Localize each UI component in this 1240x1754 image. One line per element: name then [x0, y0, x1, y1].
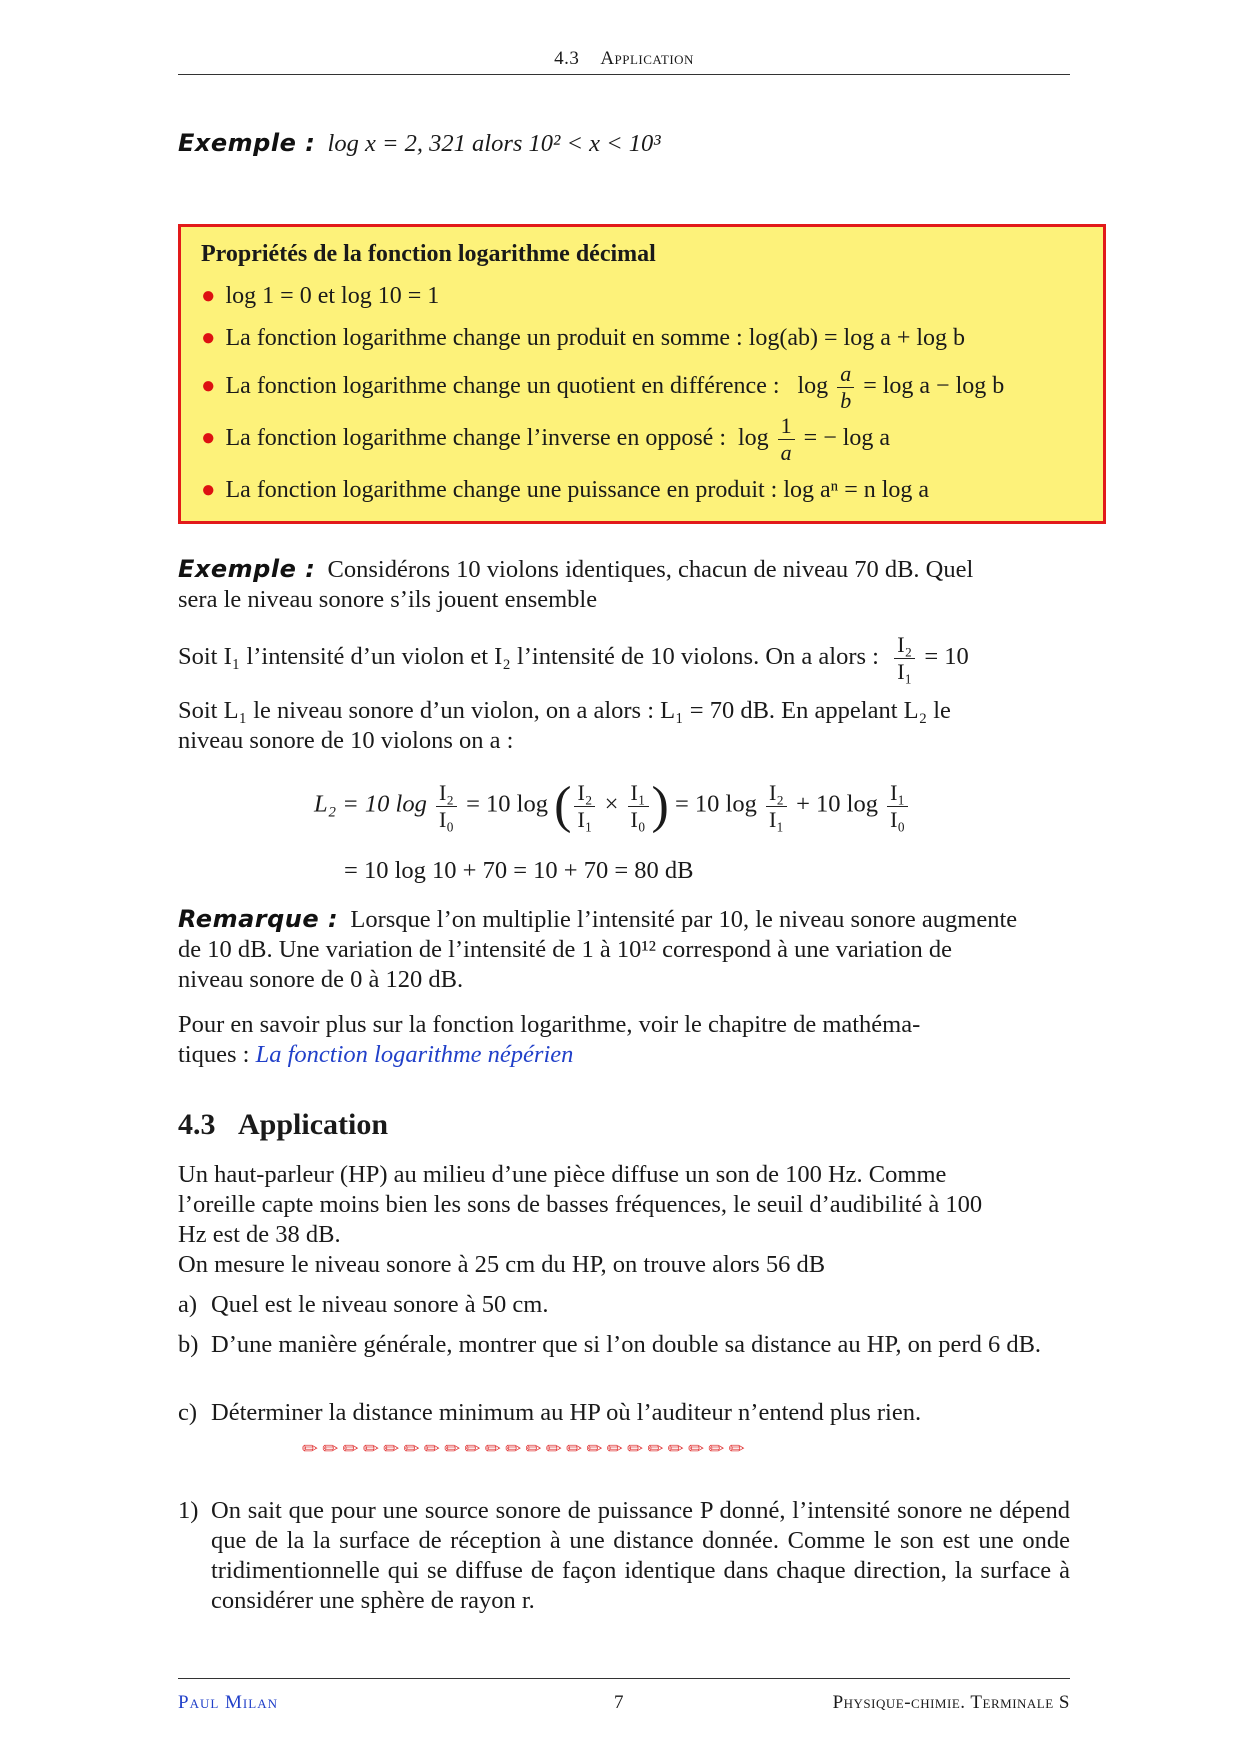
- bullet-icon: ●: [201, 325, 216, 351]
- section-heading: 4.3 Application: [178, 1108, 389, 1141]
- bullet-icon: ●: [201, 373, 216, 400]
- inverse-fraction: $\frac{1}{a}$: [778, 415, 795, 464]
- bullet-icon: ●: [201, 425, 216, 452]
- footer-page-number: 7: [614, 1692, 624, 1713]
- property-item-1: ● log 1 = 0 et log 10 = 1: [201, 283, 440, 309]
- example-1: [178, 128, 661, 159]
- remark-label: Remarque :: [178, 905, 339, 933]
- property-item-3: ● La fonction logarithme change un quotient en différence : log $\frac{a}{b}$ = log a − log b: [201, 361, 1005, 413]
- running-header: [178, 48, 1070, 70]
- example-1-text: log x = 2, 321 alors 10² < x < 10³: [327, 130, 661, 157]
- example-1-label: Exemple :: [178, 129, 316, 157]
- chapter-link[interactable]: La fonction logarithme népérien: [255, 1041, 574, 1068]
- intensity-line: Soit I₁ l’intensité d’un violon et I₂ l’intensité de 10 violons. On a alors : $\frac{\text{I₂}}{\text{I₁}}$ = 10: [178, 632, 969, 684]
- pencil-separator: ✏✏✏✏✏✏✏✏✏✏✏✏✏✏✏✏✏✏✏✏✏✏: [302, 1439, 750, 1460]
- property-item-5: ● La fonction logarithme change une puissance en produit : log aⁿ = n log a: [201, 477, 930, 503]
- properties-box: [178, 224, 1106, 524]
- bullet-icon: ●: [201, 477, 216, 503]
- footer-rule: [178, 1678, 1070, 1679]
- footer-author: Paul Milan: [178, 1692, 278, 1713]
- property-item-4: ● La fonction logarithme change l’inverse en opposé : log $\frac{1}{a}$ = − log a: [201, 413, 891, 465]
- bullet-icon: ●: [201, 283, 216, 309]
- intensity-ratio: $\frac{\text{I₂}}{\text{I₁}}$: [894, 634, 915, 683]
- equation-1: L₂ = 10 log $\frac{\text{I₂}}{\text{I₀}}$ = 10 log ( $\frac{\text{I₂}}{\text{I₁}}$ × $\frac{\text{I₁}}{\text{I₀}}$ ) = 10 log $\frac{\text{I₂}}{\text{I₁}}$ + 10 log $\frac{\text{I₁}}{\text{I₀}}$: [314, 780, 911, 832]
- quotient-fraction: $\frac{a}{b}$: [837, 363, 854, 412]
- application-intro: Un haut-parleur (HP) au milieu d’une pièce diffuse un son de 100 Hz. Comme l’oreille capte moins bien les sons de basses fréquences, le seuil d’audibilité à 100 Hz est de 38 dB. On mesure le niveau sonore à 25 cm du HP, on trouve alors 56 dB: [178, 1161, 983, 1278]
- property-item-2: ● La fonction logarithme change un produit en somme : log(ab) = log a + log b: [201, 325, 966, 351]
- header-section-number: 4.3: [554, 48, 580, 69]
- answer-1: 1) On sait que pour une source sonore de puissance P donné, l’intensité sonore ne dépend que de la la surface de réception à une distance donnée. Comme le son est une onde tridimentionnelle qui se diffuse de façon identique dans chaque direction, la surface à considérer une sphère de rayon r.: [178, 1497, 1070, 1614]
- question-b: b) D’une manière générale, montrer que si l’on double sa distance au HP, on perd 6 dB.: [178, 1331, 1042, 1358]
- properties-title: Propriétés de la fonction logarithme décimal: [201, 241, 656, 267]
- level-paragraph: Soit L₁ le niveau sonore d’un violon, on a alors : L₁ = 70 dB. En appelant L₂ le niveau sonore de 10 violons on a :: [178, 697, 951, 754]
- more-info: Pour en savoir plus sur la fonction logarithme, voir le chapitre de mathéma- tiques : La fonction logarithme népérien: [178, 1011, 921, 1068]
- header-section-title: Application: [600, 48, 694, 69]
- question-a: a) Quel est le niveau sonore à 50 cm.: [178, 1291, 549, 1318]
- header-rule: [178, 74, 1070, 75]
- example-2-label: Exemple :: [178, 555, 316, 583]
- example-2: Exemple : Considérons 10 violons identiques, chacun de niveau 70 dB. Quel sera le niveau sonore s’ils jouent ensemble: [178, 555, 974, 613]
- remark: Remarque : Lorsque l’on multiplie l’intensité par 10, le niveau sonore augmente de 10 dB. Une variation de l’intensité de 1 à 10¹² correspond à une variation de niveau sonore de 0 à 120 dB.: [178, 905, 1018, 993]
- equation-2: = 10 log 10 + 70 = 10 + 70 = 80 dB: [344, 857, 694, 884]
- question-c: c) Déterminer la distance minimum au HP où l’auditeur n’entend plus rien.: [178, 1399, 922, 1426]
- footer-course: Physique-chimie. Terminale S: [832, 1692, 1070, 1713]
